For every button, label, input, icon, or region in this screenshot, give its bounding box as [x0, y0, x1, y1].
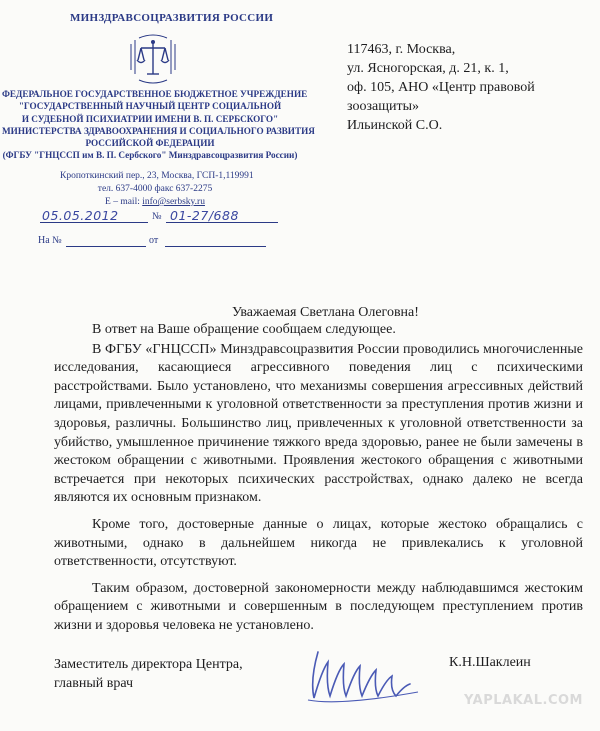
institution-line: ФЕДЕРАЛЬНОЕ ГОСУДАРСТВЕННОЕ БЮДЖЕТНОЕ УЧРЕЖДЕНИЕ [2, 89, 308, 99]
recipient-line: Ильинской С.О. [347, 118, 443, 133]
reference-date-underline [40, 222, 148, 223]
email-link[interactable]: info@serbsky.ru [142, 197, 205, 207]
incoming-number-label: На № [38, 235, 62, 246]
recipient-line: оф. 105, АНО «Центр правовой [347, 80, 535, 95]
reference-number-underline [166, 222, 278, 223]
paragraph-research: В ФГБУ «ГНЦССП» Минздравсоцразвития России проводились многочисленные исследования, касающиеся агрессивного поведения лиц с психическими расстройствами. Было установлено, что механизмы совершения агрессивных действий лицами, привлеченными к уголовной ответственности за преступления против жизни и здоровья, различны. Большинство лиц, привлеченных к уголовной ответственности за убийство, умышленное причинение тяжкого вреда здоровью, ранее не были замечены в жестоком обращении с животными. Проявления жестокого обращения с животными встречается при некоторых психических расстройствах, однако далеко не всегда являются их основным признаком. [54, 341, 583, 506]
letter-body [54, 321, 583, 644]
paragraph-conclusion: Таким образом, достоверной закономерности между наблюдавшимся жестоким обращением с животными и совершенным в последующем преступлением против жизни и здоровья человека не установлено. [54, 580, 583, 633]
paragraph-data: Кроме того, достоверные данные о лицах, которые жестоко обращались с животными, однако в дальнейшем никогда не привлекались к уголовной ответственности, отсутствуют. [54, 516, 583, 570]
paragraph-intro: В ответ на Ваше обращение сообщаем следующее. [92, 322, 396, 337]
email-label: E – mail: [105, 197, 143, 207]
signatory-name: К.Н.Шаклеин [449, 655, 531, 670]
outgoing-reference [40, 206, 290, 228]
recipient-line: ул. Ясногорская, д. 21, к. 1, [347, 61, 509, 76]
position-line: главный врач [54, 676, 134, 691]
institution-line: МИНИСТЕРСТВА ЗДРАВООХРАНЕНИЯ И СОЦИАЛЬНОГО РАЗВИТИЯ [2, 125, 315, 136]
incoming-date-label: от [149, 235, 159, 246]
position-line: Заместитель директора Центра, [54, 657, 243, 672]
salutation: Уважаемая Светлана Олеговна! [232, 305, 419, 320]
reference-date: 05.05.2012 [42, 208, 119, 223]
institution-line: (ФГБУ "ГНЦССП им В. П. Сербского" Минздравсоцразвития России) [2, 150, 298, 161]
recipient-line: 117463, г. Москва, [347, 42, 456, 57]
ministry-name: МИНЗДРАВСОЦРАЗВИТИЯ РОССИИ [70, 12, 274, 24]
handwritten-signature-icon [300, 640, 430, 710]
institution-line: "ГОСУДАРСТВЕННЫЙ НАУЧНЫЙ ЦЕНТР СОЦИАЛЬНОЙ [18, 101, 282, 112]
institution-line: РОССИЙСКОЙ ФЕДЕРАЦИИ [85, 138, 215, 149]
institution-name [2, 88, 315, 162]
institution-contacts [60, 170, 254, 209]
institution-address: Кропоткинский пер., 23, Москва, ГСП-1,119991 [60, 171, 254, 181]
incoming-number-underline [66, 246, 146, 247]
reference-number-sign: № [152, 211, 162, 222]
recipient-address [347, 40, 535, 135]
reference-number: 01-27/688 [170, 208, 239, 223]
recipient-line: зоозащиты» [347, 99, 419, 114]
incoming-date-underline [165, 246, 266, 247]
institution-emblem-icon [125, 34, 181, 86]
watermark: YAPLAKAL.COM [464, 693, 583, 708]
signatory-position [54, 655, 243, 693]
institution-line: И СУДЕБНОЙ ПСИХИАТРИИ ИМЕНИ В. П. СЕРБСКОГО" [21, 113, 279, 124]
incoming-reference [38, 235, 278, 251]
institution-phone: тел. 637-4000 факс 637-2275 [97, 184, 213, 194]
